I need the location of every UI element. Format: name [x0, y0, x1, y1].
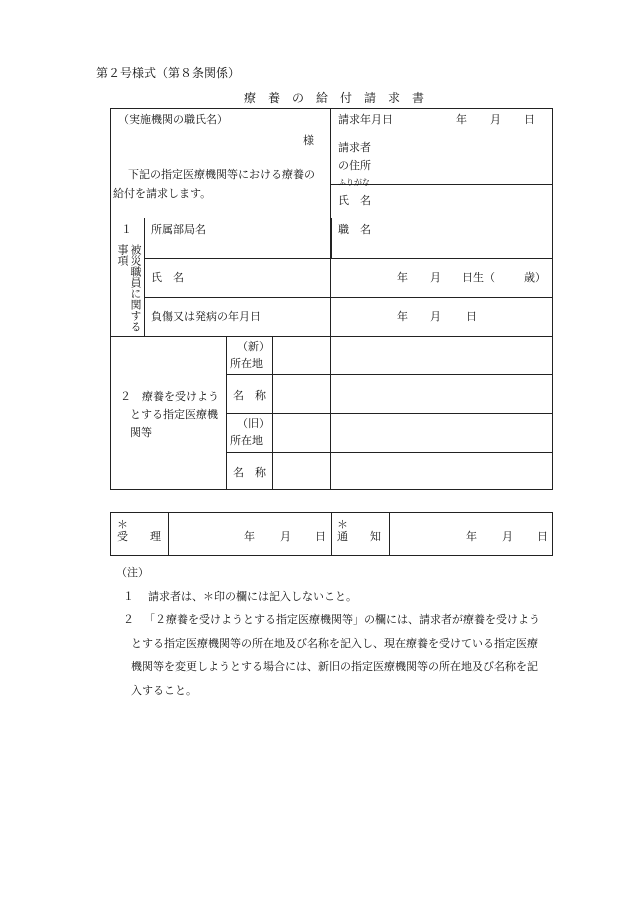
section2-label-3: 関等: [130, 426, 152, 439]
section1-side-label: 被災職員に関する事項: [116, 244, 142, 332]
note2-line1: 「２療養を受けようとする指定医療機関等」の欄には、請求者が療養を受けよう: [144, 613, 540, 626]
injury-year-label: 年: [397, 310, 408, 323]
injury-month-label: 月: [430, 310, 441, 323]
request-date-label: 請求年月日: [338, 113, 393, 126]
notice-month: 月: [502, 530, 513, 543]
divider: [389, 512, 390, 556]
new-tag: （新）: [237, 340, 270, 353]
request-text-line2: 給付を請求します。: [113, 187, 212, 200]
receipt-month: 月: [280, 530, 291, 543]
birth-label: 日生（: [462, 271, 495, 284]
notice-day: 日: [537, 530, 548, 543]
divider: [144, 258, 553, 259]
sama-label: 様: [303, 134, 314, 147]
position-label: 職 名: [338, 223, 371, 236]
divider: [331, 512, 332, 556]
new-name-label: 名 称: [233, 389, 266, 402]
note2-line2: とする指定医療機関等の所在地及び名称を記入し、現在療養を受けている指定医療: [131, 637, 538, 650]
old-address-field[interactable]: [273, 414, 552, 452]
note2-line3: 機関等を変更しようとする場合には、新旧の指定医療機関等の所在地及び名称を記: [131, 660, 538, 673]
divider: [144, 218, 145, 336]
receipt-day: 日: [315, 530, 326, 543]
birth-year-label: 年: [397, 271, 408, 284]
institution-head-label: （実施機関の職氏名）: [118, 113, 228, 126]
injury-date-label: 負傷又は発病の年月日: [151, 310, 261, 323]
form-title: 療 養 の 給 付 請 求 書: [244, 91, 425, 105]
old-name-label: 名 称: [233, 466, 266, 479]
notes-heading: （注）: [116, 566, 149, 579]
receipt-year: 年: [244, 530, 255, 543]
request-text-line1: 下記の指定医療機関等における療養の: [128, 168, 315, 181]
note2-line4: 入すること。: [131, 684, 197, 697]
receipt-star: ＊: [117, 518, 128, 531]
day-label: 日: [524, 113, 535, 126]
receipt-label: 受 理: [117, 530, 161, 543]
injury-day-label: 日: [466, 310, 477, 323]
section1-number: １: [121, 223, 132, 236]
form-number: 第２号様式（第８条関係）: [96, 66, 241, 80]
claimant-label-2: の住所: [338, 159, 371, 172]
birth-month-label: 月: [430, 271, 441, 284]
note2-number: ２: [123, 613, 134, 626]
old-address-label: 所在地: [230, 434, 263, 447]
divider: [331, 218, 332, 258]
section2-label-1: ２ 療養を受けよう: [120, 390, 219, 403]
old-name-field[interactable]: [273, 453, 552, 489]
section2-label-2: とする指定医療機: [130, 408, 218, 421]
notice-label: 通 知: [337, 530, 381, 543]
employee-name-label: 氏 名: [151, 271, 184, 284]
divider: [144, 297, 553, 298]
claimant-name-label: 氏 名: [338, 194, 371, 207]
new-address-field[interactable]: [273, 337, 552, 374]
note1-text: 請求者は、＊印の欄には記入しないこと。: [148, 590, 357, 603]
new-address-label: 所在地: [230, 357, 263, 370]
notice-year: 年: [466, 530, 477, 543]
claimant-label-1: 請求者: [338, 141, 371, 154]
new-name-field[interactable]: [273, 375, 552, 413]
year-label: 年: [456, 113, 467, 126]
old-tag: （旧）: [237, 417, 270, 430]
month-label: 月: [490, 113, 501, 126]
department-label: 所属部局名: [151, 223, 206, 236]
furigana-label: ふりがな: [338, 178, 370, 187]
note1-number: １: [123, 590, 134, 603]
age-label: 歳）: [524, 271, 546, 284]
notice-star: ＊: [337, 518, 348, 531]
divider: [168, 512, 169, 556]
